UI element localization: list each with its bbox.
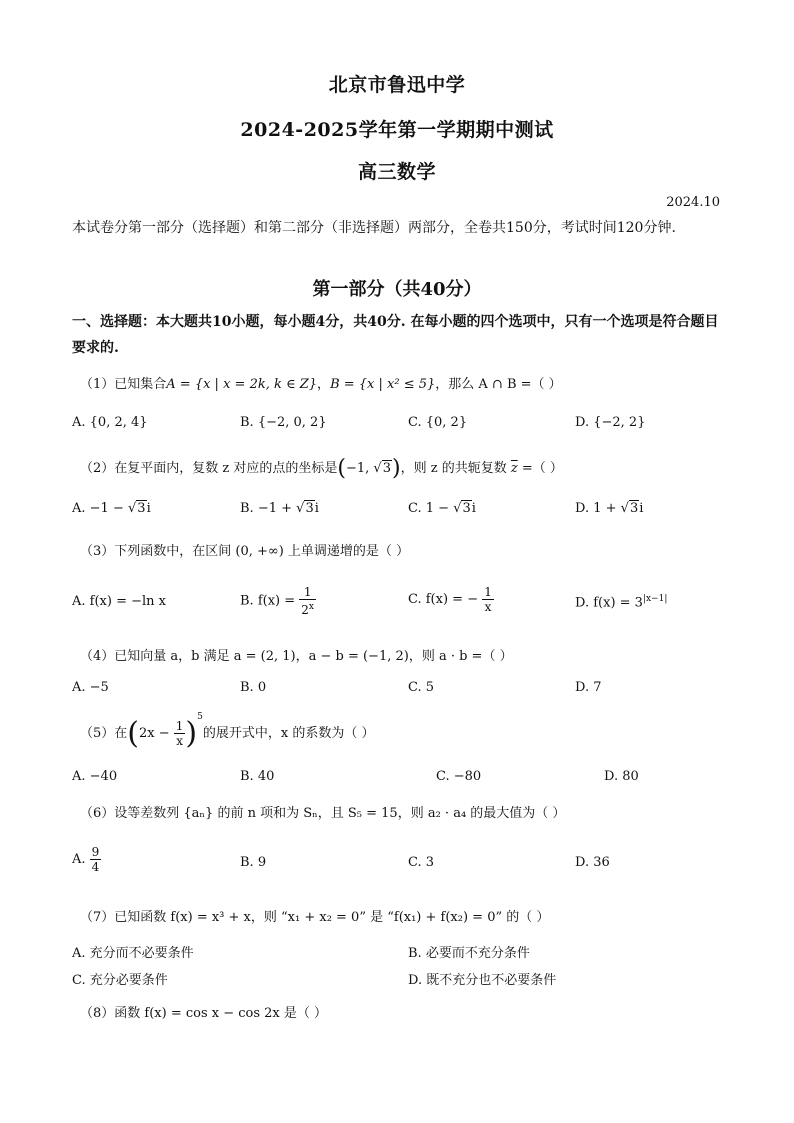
q6-option-b: B. 9 bbox=[240, 855, 267, 870]
q2-option-b: B. −1 + √3i bbox=[240, 501, 319, 516]
q1-suffix: ，那么 A ∩ B =（ ） bbox=[435, 377, 562, 392]
q4-option-d: D. 7 bbox=[575, 680, 602, 695]
q7-option-c: C. 充分必要条件 bbox=[72, 973, 168, 988]
q3-option-c-fraction: $\frac{1}{x}$ bbox=[484, 585, 492, 614]
q5-option-a: A. −40 bbox=[72, 769, 118, 784]
q1-option-a: A. {0, 2, 4} bbox=[72, 415, 148, 430]
q5-suffix: 的展开式中，x 的系数为（ ） bbox=[202, 726, 375, 741]
q6-option-d: D. 36 bbox=[575, 855, 610, 870]
q6-option-c: C. 3 bbox=[408, 855, 435, 870]
q1-option-d: D. {−2, 2} bbox=[575, 415, 646, 430]
q3-option-c: C. f(x) = − $\frac{1}{x}$ bbox=[408, 585, 492, 614]
q3-option-b: B. f(x) = $\frac{1}{2^x}$ bbox=[240, 585, 314, 617]
subject-title: 高三数学 bbox=[357, 161, 436, 183]
q6-option-a: A. $\frac{9}{4}$ bbox=[72, 845, 100, 874]
question-7: （7）已知函数 f(x) = x³ + x，则 “x₁ + x₂ = 0” 是 “f(x₁) + f(x₂) = 0” 的（ ） bbox=[80, 910, 550, 925]
q2-point-sqrt: 3 bbox=[382, 461, 391, 476]
q2-mid: ，则 z 的共轭复数 bbox=[400, 461, 507, 476]
q6-option-a-fraction: $\frac{9}{4}$ bbox=[91, 845, 100, 874]
question-3: （3）下列函数中，在区间 (0, +∞) 上单调递增的是（ ） bbox=[80, 544, 410, 559]
q7-option-b: B. 必要而不充分条件 bbox=[408, 946, 530, 961]
q2-prefix: （2）在复平面内，复数 z 对应的点的坐标是 bbox=[80, 461, 338, 476]
q7-option-d: D. 既不充分也不必要条件 bbox=[408, 973, 557, 988]
q5-fraction: $\frac{1}{x}$ bbox=[175, 719, 184, 748]
section-one-heading: 一、选择题：本大题共10小题，每小题4分，共40分. 在每小题的四个选项中，只有一个选项是符合题目要求的. bbox=[72, 314, 719, 356]
question-6: （6）设等差数列 {aₙ} 的前 n 项和为 Sₙ，且 S₅ = 15，则 a₂ · a₄ 的最大值为（ ） bbox=[80, 806, 566, 821]
q5-prefix: （5）在 bbox=[80, 726, 128, 741]
question-8: （8）函数 f(x) = cos x − cos 2x 是（ ） bbox=[80, 1006, 328, 1021]
q1-mid: ， bbox=[317, 377, 331, 392]
q1-prefix: （1）已知集合 bbox=[80, 377, 167, 392]
q7-option-a: A. 充分而不必要条件 bbox=[72, 946, 194, 961]
q2-conjugate-z: $\overline{z}$ bbox=[510, 461, 518, 476]
q1-option-b: B. {−2, 0, 2} bbox=[240, 415, 327, 430]
q5-exponent: 5 bbox=[197, 712, 203, 722]
q5-option-d: D. 80 bbox=[604, 769, 639, 784]
q3-option-d: D. $f(x) = 3^{|x-1|}$ bbox=[575, 594, 668, 611]
school-name: 北京市鲁迅中学 bbox=[328, 74, 466, 96]
question-5: （5）在(2x − $\frac{1}{x}$ )$^5$的展开式中，x 的系数为（ ） bbox=[80, 712, 375, 751]
q1-set-b: B = {x | x² ≤ 5} bbox=[330, 377, 436, 392]
question-1 bbox=[80, 373, 720, 392]
question-2: （2）在复平面内，复数 z 对应的点的坐标是(−1, √3)，则 z 的共轭复数 $\overline{z}$ =（ ） bbox=[80, 456, 563, 481]
question-4: （4）已知向量 a，b 满足 a = (2, 1)，a − b = (−1, 2)，则 a · b =（ ） bbox=[80, 649, 513, 664]
q1-set-a: A = {x | x = 2k, k ∈ Z} bbox=[166, 377, 318, 392]
q4-option-b: B. 0 bbox=[240, 680, 267, 695]
q3-option-a: A. f(x) = −ln x bbox=[72, 594, 166, 609]
exam-instructions: 本试卷分第一部分（选择题）和第二部分（非选择题）两部分，全卷共150分，考试时间120分钟. bbox=[72, 220, 676, 236]
q2-suffix: =（ ） bbox=[521, 461, 563, 476]
q2-option-d: D. 1 + √3i bbox=[575, 501, 644, 516]
q2-option-c: C. 1 − √3i bbox=[408, 501, 476, 516]
q3-option-b-fraction: $\frac{1}{2^x}$ bbox=[301, 585, 314, 617]
q5-option-c: C. −80 bbox=[436, 769, 482, 784]
q1-option-c: C. {0, 2} bbox=[408, 415, 468, 430]
q4-option-c: C. 5 bbox=[408, 680, 435, 695]
exam-title: 2024-2025学年第一学期期中测试 bbox=[240, 119, 554, 141]
part-one-heading: 第一部分（共40分） bbox=[312, 279, 482, 300]
q4-option-a: A. −5 bbox=[72, 680, 109, 695]
exam-date: 2024.10 bbox=[666, 195, 720, 210]
q5-option-b: B. 40 bbox=[240, 769, 275, 784]
q2-point: ( bbox=[337, 456, 346, 481]
q2-option-a: A. −1 − √3i bbox=[72, 501, 151, 516]
